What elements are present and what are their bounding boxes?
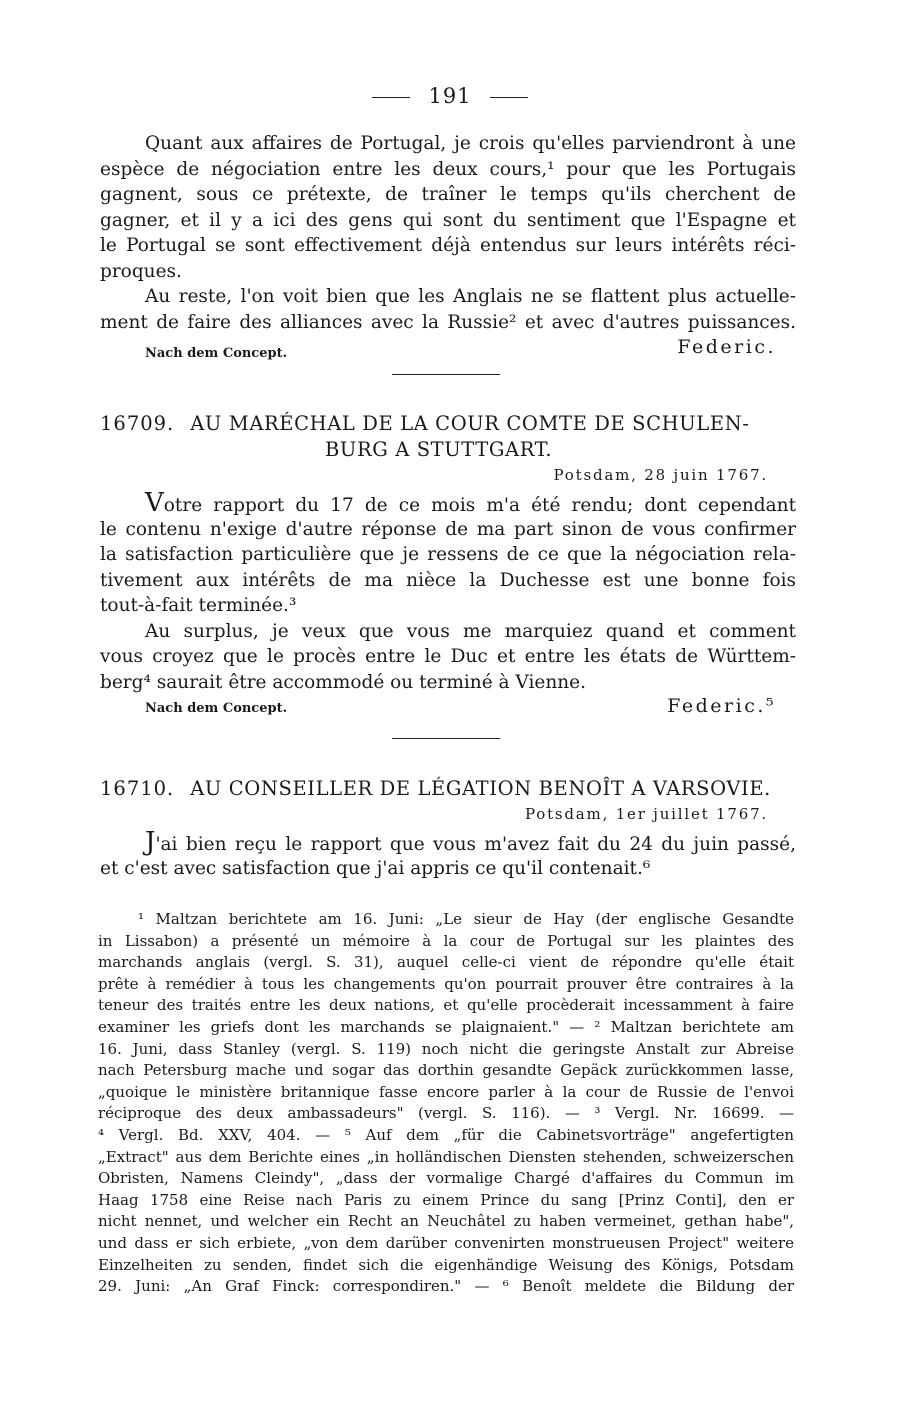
- dateline: Potsdam, 28 juin 1767.: [553, 466, 768, 484]
- letter-16710: [100, 776, 796, 881]
- first-line-text: otre rapport du 17 de ce mois m'a été rendu; dont cependant: [163, 495, 796, 516]
- first-line-text: 'ai bien reçu le rapport que vous m'avez fait du 24 du juin passé,: [155, 834, 796, 855]
- paragraph-line: et c'est avec satisfaction que j'ai appris ce qu'il contenait.⁶: [100, 857, 651, 879]
- letter-16709: [100, 411, 796, 723]
- footnote-line: ⁴ Vergl. Bd. XXV, 404. — ⁵ Auf dem „für die Cabinetsvorträge" angefertigten: [98, 1125, 794, 1144]
- page-header: [0, 84, 900, 108]
- section-divider: [392, 374, 500, 375]
- section-divider: [392, 738, 500, 739]
- paragraph-line: tout-à-fait terminée.³: [100, 595, 297, 616]
- initial-letter: V: [145, 488, 164, 518]
- paragraph-line: berg⁴ saurait être accommodé ou terminé à Vienne.: [100, 671, 586, 693]
- paragraph-line: la satisfaction particulière que je ressens de ce que la négociation rela-: [100, 544, 796, 565]
- letter-body: [100, 488, 796, 695]
- signature: Federic.⁵: [667, 695, 776, 717]
- letter-heading-cont: [100, 437, 796, 463]
- letter-title-cont: BURG A STUTTGART.: [325, 438, 553, 461]
- paragraph-line: [100, 488, 796, 518]
- header-dash-right: [490, 97, 528, 98]
- dateline: Potsdam, 1er juillet 1767.: [524, 805, 768, 823]
- source-note: Nach dem Concept.: [145, 346, 288, 361]
- footnote-line: examiner les griefs dont les marchands se plaignaient." — ² Maltzan berichtete am: [98, 1017, 794, 1036]
- letter-number: 16709.: [100, 412, 175, 435]
- initial-letter: J: [145, 827, 156, 857]
- footnote-line: in Lissabon) a présenté un mémoire à la cour de Portugal sur les plaintes des: [98, 931, 794, 950]
- paragraph-line: Quant aux affaires de Portugal, je crois qu'elles parviendront à une: [145, 133, 796, 154]
- letter-number: 16710.: [100, 777, 175, 800]
- paragraph-line: proques.: [100, 260, 182, 282]
- footnote-line: Haag 1758 eine Reise nach Paris zu einem Prince du sang [Prinz Conti], den er: [98, 1190, 794, 1209]
- header-dash-left: [372, 97, 410, 98]
- footnote-line: 29. Juni: „An Graf Finck: correspondiren." — ⁶ Benoît meldete die Bildung der: [98, 1277, 794, 1296]
- letter-title: AU CONSEILLER DE LÉGATION BENOÎT A VARSOVIE.: [190, 777, 771, 800]
- paragraph-line: tivement aux intérêts de ma nièce la Duchesse est une bonne fois: [100, 569, 796, 591]
- footnote-line: marchands anglais (vergl. S. 31), auquel celle-ci vient de répondre qu'elle était: [98, 953, 794, 972]
- paragraph-line: [100, 827, 796, 857]
- footnote-line: und dass er sich erbiete, „von dem darüber convenirten monstrueusen Project" weitere: [98, 1233, 794, 1252]
- paragraph-line: le Portugal se sont effectivement déjà entendus sur leurs intérêts réci-: [100, 235, 796, 256]
- footnote-line: prête à remédier à tous les changements qu'on pourrait prouver être contraires à la: [98, 974, 794, 993]
- footnote-line: teneur des traités entre les deux nations, et qu'elle procèderait incessamment à faire: [98, 996, 794, 1015]
- letter-body: [100, 827, 796, 881]
- footnote-line: Einzelheiten zu senden, findet sich die eigenhändige Weisung des Königs, Potsdam: [98, 1255, 794, 1274]
- footnote-line: réciproque des deux ambassadeurs" (vergl. S. 116). — ³ Vergl. Nr. 16699. —: [98, 1104, 794, 1123]
- footnote-line: 16. Juni, dass Stanley (vergl. S. 119) noch nicht die geringste Anstalt zur Abreise: [98, 1039, 794, 1058]
- source-note: Nach dem Concept.: [145, 701, 288, 716]
- footnote-line: nach Petersburg mache und sogar das dorthin gesandte Gepäck zurückkommen lasse,: [98, 1061, 794, 1080]
- page-number: 191: [428, 84, 472, 108]
- paragraph-line: ment de faire des alliances avec la Russie² et avec d'autres puissances.: [100, 311, 796, 333]
- signature-row: [100, 695, 796, 723]
- paragraph-line: gagner, et il y a ici des gens qui sont du sentiment que l'Espagne et: [100, 209, 796, 231]
- letter-heading: [100, 776, 796, 802]
- footnotes: [98, 909, 794, 1298]
- signature-row: [100, 335, 796, 363]
- paragraph-line: gagnent, sous ce prétexte, de traîner le temps qu'ils cherchent de: [100, 184, 796, 205]
- signature: Federic.: [677, 336, 776, 358]
- paragraph-line: Au surplus, je veux que vous me marquiez quand et comment: [145, 620, 796, 642]
- paragraph-line: vous croyez que le procès entre le Duc et entre les états de Württem-: [100, 646, 796, 667]
- paragraph-line: Au reste, l'on voit bien que les Anglais ne se flattent plus actuelle-: [145, 286, 796, 307]
- letter-continuation: [100, 131, 796, 363]
- letter-heading: [100, 411, 796, 437]
- footnote-line: Obristen, Namens Cleindy", „dass der vormalige Chargé d'affaires du Commun im: [98, 1169, 794, 1188]
- paragraph-line: le contenu n'exige d'autre réponse de ma part sinon de vous confirmer: [100, 518, 796, 540]
- footnote-line: „quoique le ministère britannique fasse encore parler à la cour de Russie de l'envoi: [98, 1082, 794, 1101]
- paragraph-line: espèce de négociation entre les deux cours,¹ pour que les Portugais: [100, 158, 796, 180]
- letter-title: AU MARÉCHAL DE LA COUR COMTE DE SCHULEN-: [190, 412, 750, 435]
- footnote-line: „Extract" aus dem Berichte eines „in holländischen Diensten stehenden, schweizerschen: [98, 1147, 794, 1166]
- footnote-line: ¹ Maltzan berichtete am 16. Juni: „Le sieur de Hay (der englische Gesandte: [138, 910, 794, 928]
- footnote-line: nicht nennet, und welcher ein Recht an Neuchâtel zu haben vermeinet, gethan habe",: [98, 1212, 794, 1231]
